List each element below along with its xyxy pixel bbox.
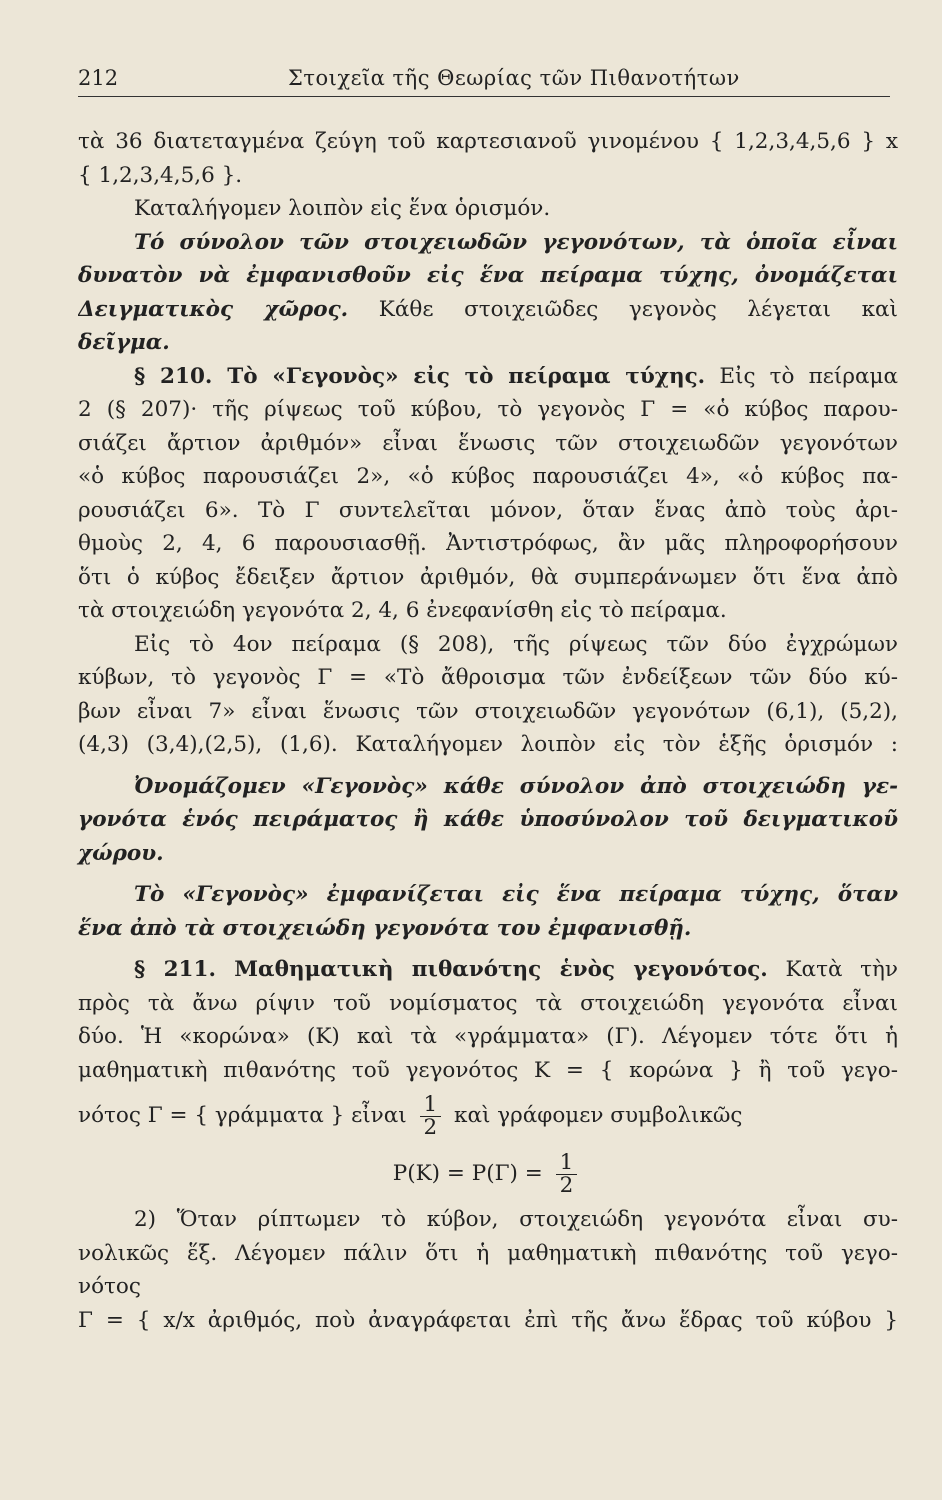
definition-line: χώρου. [78,840,164,866]
term-sample: δεῖγμα. [78,330,170,355]
text-line: νότος [78,1274,141,1299]
text-line: θμοὺς 2, 4, 6 παρουσιασθῇ. Ἀντιστρόφως, ἂν μᾶς πληροφορήσουν [78,531,898,556]
text-line: σιάζει ἄρτιον ἀριθμόν» εἶναι ἕνωσις τῶν στοιχειωδῶν γεγονότων [78,430,898,456]
text-line: 2) Ὅταν ρίπτωμεν τὸ κύβον, στοιχειώδη γεγονότα εἶναι συ- [134,1207,898,1232]
fraction-numerator: 1 [420,1094,442,1117]
text-line: κύβων, τὸ γεγονὸς Γ = «Τὸ ἄθροισμα τῶν ἐνδείξεων τῶν δύο κύ- [78,665,898,690]
text-line: πρὸς τὰ ἄνω ρίψιν τοῦ νομίσματος τὰ στοιχειώδη γεγονότα εἶναι [78,990,898,1016]
text-line: μαθηματικὴ πιθανότης τοῦ γεγονότος Κ = { κορώνα } ἢ τοῦ γεγο- [78,1057,898,1083]
definition-line: Τό σύνολον τῶν στοιχειωδῶν γεγονότων, τὰ ὁποῖα εἶναι [134,229,898,255]
fraction-one-half [420,1091,442,1140]
fraction-numerator: 1 [556,1152,578,1175]
fraction-line [78,1087,898,1145]
text-fragment: νότος Γ = { γράμματα } εἶναι [78,1103,407,1128]
text-line: τὰ 36 διατεταγμένα ζεύγη τοῦ καρτεσιανοῦ γινομένου { 1,2,3,4,5,6 } x [78,129,898,154]
equation-line [78,1145,898,1203]
fraction-denominator: 2 [423,1114,438,1140]
text-line [78,293,898,327]
text-line: Γ = { x/x ἀριθμός, ποὺ ἀναγράφεται ἐπὶ τῆς ἄνω ἕδρας τοῦ κύβου } [78,1307,898,1333]
text-fragment: Εἰς τὸ πείραμα [719,363,898,389]
page-number: 212 [78,66,119,90]
text-line: τὰ στοιχειώδη γεγονότα 2, 4, 6 ἐνεφανίσθη εἰς τὸ πείραμα. [78,598,727,623]
text-line: βων εἶναι 7» εἶναι ἕνωσις τῶν στοιχειωδῶν γεγονότων (6,1), (5,2), [78,698,898,724]
term-sample-space: Δειγματικὸς χῶρος. [78,296,349,322]
text-line: ρουσιάζει 6». Τὸ Γ συντελεῖται μόνον, ὅταν ἕνας ἀπὸ τοὺς ἀρι- [78,497,898,523]
section-heading-210: § 210. Τὸ «Γεγονὸς» εἰς τὸ πείραμα τύχης. [134,363,706,389]
header-rule [78,96,890,97]
section-heading-211: § 211. Μαθηματικὴ πιθανότης ἑνὸς γεγονότος. [134,957,768,982]
fraction-one-half [556,1149,578,1198]
running-title: Στοιχεῖα τῆς Θεωρίας τῶν Πιθανοτήτων [288,66,740,90]
text-fragment: καὶ γράφομεν συμβολικῶς [454,1103,743,1128]
text-line: (4,3) (3,4),(2,5), (1,6). Καταλήγομεν λοιπὸν εἰς τὸν ἑξῆς ὁρισμόν : [78,732,898,757]
text-line: νολικῶς ἕξ. Λέγομεν πάλιν ὅτι ἡ μαθηματικὴ πιθανότης τοῦ γεγο- [78,1240,898,1266]
text-line: 2 (§ 207)· τῆς ρίψεως τοῦ κύβου, τὸ γεγονὸς Γ = «ὁ κύβος παρου- [78,397,898,422]
text-fragment: Κάθε στοιχειῶδες γεγονὸς λέγεται καὶ [378,296,898,322]
text-line: Εἰς τὸ 4ον πείραμα (§ 208), τῆς ρίψεως τῶν δύο ἐγχρώμων [134,631,898,657]
text-line: Καταλήγομεν λοιπὸν εἰς ἕνα ὁρισμόν. [134,196,551,221]
page-body [78,125,898,1337]
text-line: { 1,2,3,4,5,6 }. [78,162,243,188]
definition-line: γονότα ἑνός πειράματος ἢ κάθε ὑποσύνολον τοῦ δειγματικοῦ [78,807,898,832]
text-line: δύο. Ἡ «κορώνα» (Κ) καὶ τὰ «γράμματα» (Γ). Λέγομεν τότε ὅτι ἡ [78,1024,898,1049]
definition-line: δυνατὸν νὰ ἐμφανισθοῦν εἰς ἕνα πείραμα τύχης, ὀνομάζεται [78,263,898,288]
text-line: «ὁ κύβος παρουσιάζει 2», «ὁ κύβος παρουσιάζει 4», «ὁ κύβος πα- [78,464,898,489]
section-210-line [78,360,898,394]
definition-line: Τὸ «Γεγονὸς» ἐμφανίζεται εἰς ἕνα πείραμα τύχης, ὅταν [134,882,898,907]
definition-line: Ὀνομάζομεν «Γεγονὸς» κάθε σύνολον ἀπὸ στοιχειώδη γε- [134,773,898,799]
section-211-line [78,953,898,987]
text-fragment: Κατὰ τὴν [785,957,898,982]
definition-line: ἕνα ἀπὸ τὰ στοιχειώδη γεγονότα του ἐμφανισθῇ. [78,915,692,941]
text-line: ὅτι ὁ κύβος ἔδειξεν ἄρτιον ἀριθμόν, θὰ συμπεράνωμεν ὅτι ἕνα ἀπὸ [78,564,898,590]
equation-text: P(K) = P(Γ) = [392,1161,543,1186]
fraction-denominator: 2 [559,1172,574,1198]
